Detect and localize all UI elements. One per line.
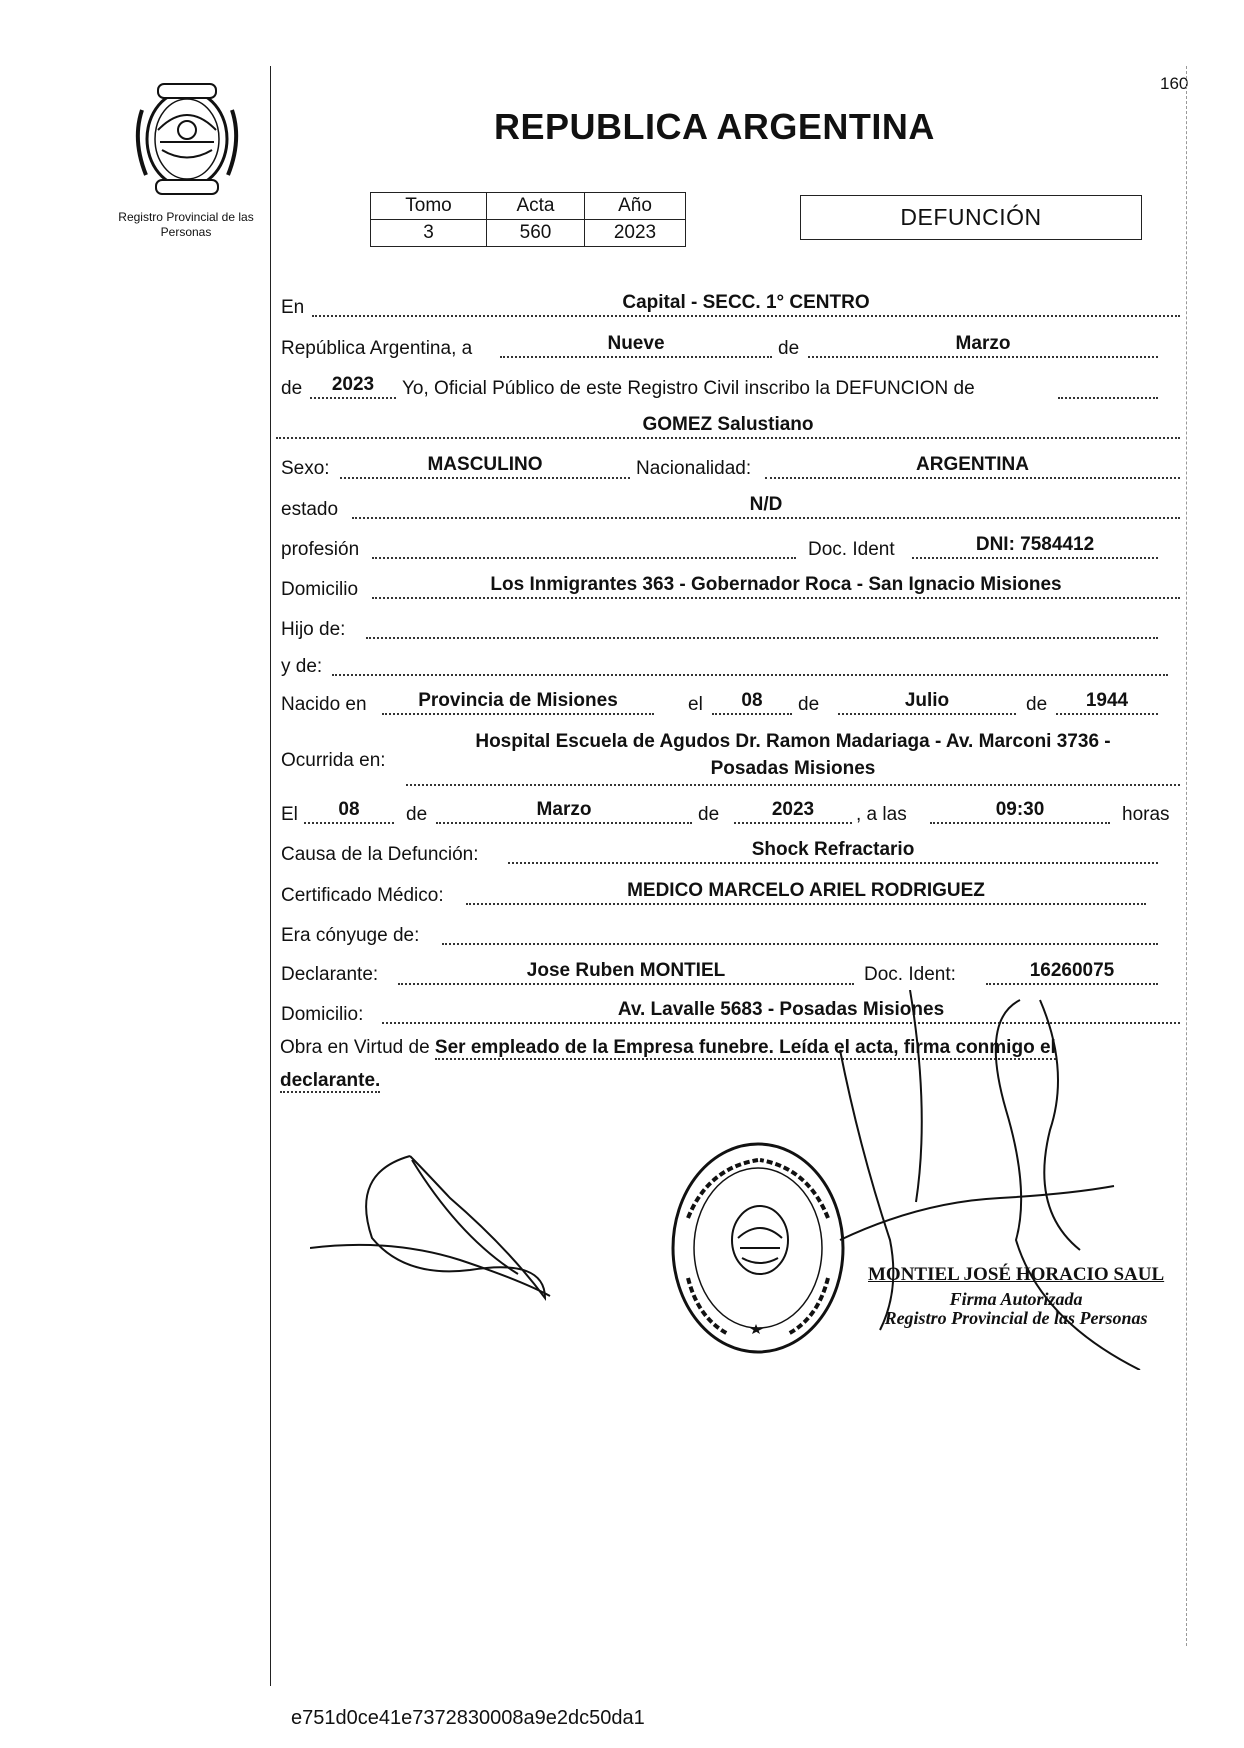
misiones-crest-icon bbox=[128, 80, 246, 198]
profesion-label: profesión bbox=[281, 539, 360, 560]
page-number: 160 bbox=[1160, 74, 1189, 93]
defuncion-mes-field: Marzo bbox=[436, 798, 692, 824]
domicilio-decl-label: Domicilio: bbox=[281, 1004, 364, 1025]
document-type: DEFUNCIÓN bbox=[800, 195, 1142, 240]
de-label-6: de bbox=[698, 804, 720, 825]
anio-value: 2023 bbox=[585, 220, 686, 247]
inscription-blank bbox=[1058, 373, 1158, 399]
ocurrida-label: Ocurrida en: bbox=[281, 750, 386, 771]
domicilio-decl-field: Av. Lavalle 5683 - Posadas Misiones bbox=[382, 998, 1180, 1024]
officer-title: Firma Autorizada bbox=[949, 1289, 1083, 1309]
sexo-label: Sexo: bbox=[281, 458, 330, 479]
conyuge-label: Era cónyuge de: bbox=[281, 925, 420, 946]
nacido-lugar-field: Provincia de Misiones bbox=[382, 689, 654, 715]
month-field: Marzo bbox=[808, 332, 1158, 358]
inscription-text: Yo, Oficial Público de este Registro Civil inscribo la DEFUNCION de bbox=[402, 378, 975, 399]
certificado-field: MEDICO MARCELO ARIEL RODRIGUEZ bbox=[466, 879, 1146, 905]
hijo-label: Hijo de: bbox=[281, 619, 346, 640]
officer-org: Registro Provincial de las Personas bbox=[884, 1308, 1148, 1328]
anio-header: Año bbox=[585, 193, 686, 220]
de-label-5: de bbox=[406, 804, 428, 825]
conyuge-field bbox=[442, 919, 1158, 945]
el-label-2: El bbox=[281, 804, 298, 825]
horas-label: horas bbox=[1122, 804, 1170, 825]
nacionalidad-label: Nacionalidad: bbox=[636, 458, 752, 479]
a-las-label: , a las bbox=[856, 804, 907, 825]
de-label-3: de bbox=[798, 694, 820, 715]
year-field: 2023 bbox=[310, 373, 396, 399]
domicilio-label: Domicilio bbox=[281, 579, 359, 600]
declarante-doc-field: 16260075 bbox=[986, 959, 1158, 985]
right-margin-line bbox=[1186, 66, 1187, 1646]
de-label-2: de bbox=[281, 378, 303, 399]
y-de-field bbox=[332, 650, 1168, 676]
deceased-name-field: GOMEZ Salustiano bbox=[276, 413, 1180, 439]
nacido-mes-field: Julio bbox=[838, 689, 1016, 715]
ocurrida-line2: Posadas Misiones bbox=[710, 758, 876, 779]
estado-field: N/D bbox=[352, 493, 1180, 519]
declarante-field: Jose Ruben MONTIEL bbox=[398, 959, 854, 985]
tomo-header: Tomo bbox=[371, 193, 487, 220]
de-label-4: de bbox=[1026, 694, 1048, 715]
sexo-field: MASCULINO bbox=[340, 453, 630, 479]
obra-line1: Ser empleado de la Empresa funebre. Leída el acta, firma conmigo el bbox=[434, 1037, 1056, 1058]
officer-stamp bbox=[868, 1265, 1164, 1328]
domicilio-field: Los Inmigrantes 363 - Gobernador Roca - San Ignacio Misiones bbox=[372, 573, 1180, 599]
estado-label: estado bbox=[281, 499, 339, 520]
nacido-dia-field: 08 bbox=[712, 689, 792, 715]
left-margin-line bbox=[270, 66, 271, 1686]
en-label: En bbox=[281, 297, 305, 318]
registry-table bbox=[370, 192, 686, 247]
place-field: Capital - SECC. 1° CENTRO bbox=[312, 291, 1180, 317]
republica-label: República Argentina, a bbox=[281, 338, 473, 359]
doc-ident-label: Doc. Ident bbox=[808, 539, 895, 560]
causa-label: Causa de la Defunción: bbox=[281, 844, 479, 865]
ocurrida-line1: Hospital Escuela de Agudos Dr. Ramon Madariaga - Av. Marconi 3736 - bbox=[475, 731, 1111, 752]
de-label: de bbox=[778, 338, 800, 359]
declarant-signature-icon bbox=[310, 1148, 580, 1323]
defuncion-hora-field: 09:30 bbox=[930, 798, 1110, 824]
hijo-field bbox=[366, 613, 1158, 639]
acta-value: 560 bbox=[487, 220, 585, 247]
nacionalidad-field: ARGENTINA bbox=[765, 453, 1180, 479]
defuncion-dia-field: 08 bbox=[304, 798, 394, 824]
tomo-value: 3 bbox=[371, 220, 487, 247]
el-label: el bbox=[688, 694, 703, 715]
y-de-label: y de: bbox=[281, 656, 323, 677]
obra-line2: declarante. bbox=[280, 1070, 381, 1091]
officer-name: MONTIEL JOSÉ HORACIO SAUL bbox=[868, 1264, 1165, 1285]
nacido-label: Nacido en bbox=[281, 694, 367, 715]
defuncion-anio-field: 2023 bbox=[734, 798, 852, 824]
ocurrida-field bbox=[406, 728, 1180, 786]
declarante-label: Declarante: bbox=[281, 964, 379, 985]
obra-label: Obra en Virtud de bbox=[280, 1037, 430, 1058]
causa-field: Shock Refractario bbox=[508, 838, 1158, 864]
certificado-label: Certificado Médico: bbox=[281, 885, 444, 906]
declarante-doc-label: Doc. Ident: bbox=[864, 964, 956, 985]
day-field: Nueve bbox=[500, 332, 772, 358]
doc-ident-field: DNI: 7584412 bbox=[912, 533, 1158, 559]
acta-header: Acta bbox=[487, 193, 585, 220]
country-title: REPUBLICA ARGENTINA bbox=[494, 106, 935, 147]
document-hash: e751d0ce41e7372830008a9e2dc50da1 bbox=[291, 1707, 645, 1729]
nacido-anio-field: 1944 bbox=[1056, 689, 1158, 715]
registry-name: Registro Provincial de las Personas bbox=[118, 210, 254, 239]
profesion-field bbox=[372, 533, 796, 559]
